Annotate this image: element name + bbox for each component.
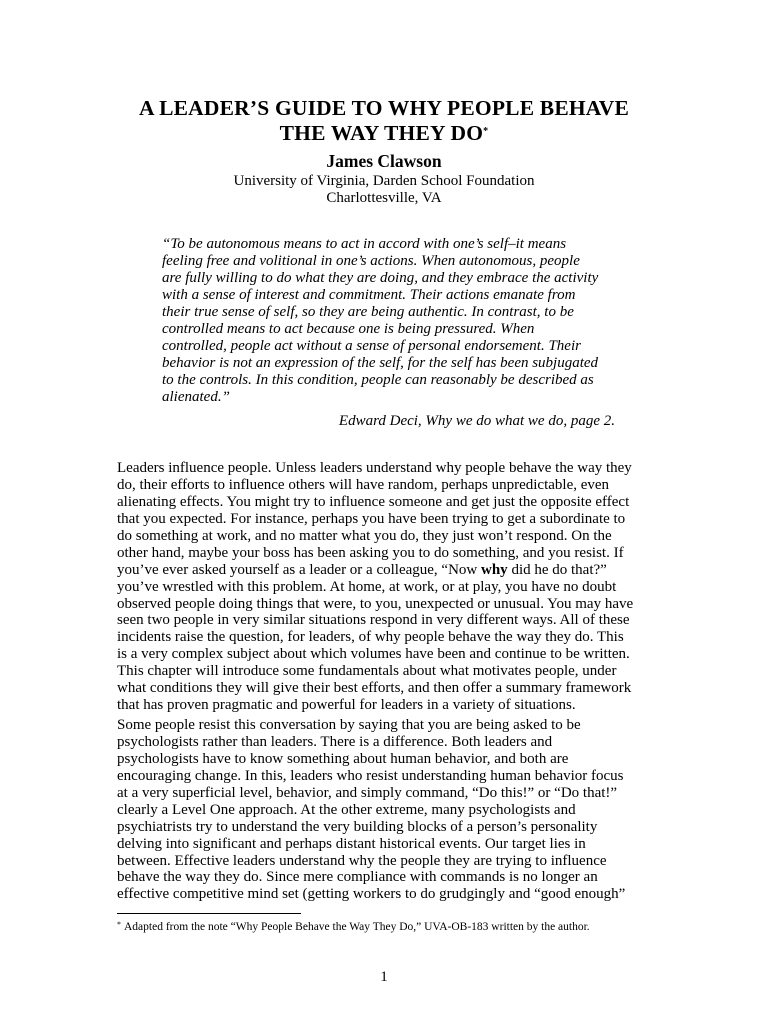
- epigraph-line: behavior is not an expression of the self, for the self has been subjugated: [162, 354, 599, 371]
- paragraph-line: seen two people in very similar situations respond in very different ways. All of these: [117, 612, 630, 629]
- epigraph-line: are fully willing to do what they are doing, and they embrace the activity: [162, 269, 599, 286]
- footnote: [117, 920, 590, 934]
- line-text-after: did he do that?”: [507, 561, 607, 578]
- paragraph-line: delving into significant and perhaps distant historical events. Our target lies in: [117, 835, 586, 852]
- paragraph-line: that you expected. For instance, perhaps you have been trying to get a subordinate to: [117, 510, 626, 527]
- page-title: [80, 96, 688, 146]
- paragraph-line: is a very complex subject about which volumes have been and continue to be written.: [117, 646, 630, 663]
- paragraph-line: psychiatrists try to understand the very building blocks of a person’s personality: [117, 818, 598, 835]
- body-paragraph-2: [117, 717, 657, 903]
- paragraph-line: psychologists have to know something about human behavior, and both are: [117, 750, 569, 767]
- paragraph-line: what conditions they will give their best efforts, and then offer a summary framework: [117, 680, 632, 697]
- paragraph-line: effective competitive mind set (getting workers to do grudgingly and “good enough”: [117, 886, 626, 903]
- footnote-separator: [117, 913, 301, 914]
- paragraph-line: other hand, maybe your boss has been asking you to do something, and you resist. If: [117, 544, 624, 561]
- paragraph-line: clearly a Level One approach. At the other extreme, many psychologists and: [117, 801, 576, 818]
- page-number: 1: [380, 969, 388, 985]
- epigraph-line: “To be autonomous means to act in accord with one’s self–it means: [162, 236, 567, 252]
- author-location: Charlottesville, VA: [326, 190, 442, 206]
- epigraph-line: alienated.”: [162, 388, 230, 405]
- epigraph-line: with a sense of interest and commitment. Their actions emanate from: [162, 286, 576, 303]
- paragraph-line: that has proven pragmatic and powerful for leaders in a variety of situations.: [117, 697, 576, 714]
- paragraph-line: Leaders influence people. Unless leaders understand why people behave the way they: [117, 460, 632, 476]
- title-line-1: A LEADER’S GUIDE TO WHY PEOPLE BEHAVE: [138, 96, 630, 120]
- paragraph-line: observed people doing things that were, to you, unexpected or unusual. You may have: [117, 595, 634, 612]
- epigraph-line: to the controls. In this condition, people can reasonably be described as: [162, 371, 594, 388]
- footnote-marker: *: [117, 920, 121, 929]
- epigraph-line: controlled, people act without a sense of personal endorsement. Their: [162, 337, 581, 354]
- paragraph-line: This chapter will introduce some fundamentals about what motivates people, under: [117, 663, 617, 680]
- paragraph-line: psychologists rather than leaders. There is a difference. Both leaders and: [117, 733, 553, 750]
- epigraph-line: their true sense of self, so they are being authentic. In contrast, to be: [162, 303, 574, 320]
- body-paragraph-1: [117, 460, 657, 714]
- footnote-text: Adapted from the note “Why People Behave the Way They Do,” UVA-OB-183 written by the author.: [124, 921, 590, 933]
- paragraph-line: Some people resist this conversation by saying that you are being asked to be: [117, 717, 581, 733]
- paragraph-line: incidents raise the question, for leaders, of why people behave the way they do. This: [117, 629, 624, 646]
- paragraph-line: you’ve wrestled with this problem. At home, at work, or at play, you have no doubt: [117, 578, 617, 595]
- epigraph-line: feeling free and volitional in one’s actions. When autonomous, people: [162, 252, 580, 269]
- paragraph-line: alienating effects. You might try to influence someone and get just the opposite effect: [117, 493, 630, 510]
- title-footnote-marker[interactable]: *: [483, 126, 489, 137]
- epigraph-line: controlled means to act because one is being pressured. When: [162, 320, 535, 337]
- epigraph-attribution: Edward Deci, Why we do what we do, page 2.: [338, 413, 615, 429]
- paragraph-line-with-emphasis: [117, 562, 657, 579]
- emphasis-why: why: [481, 561, 508, 578]
- author-name: James Clawson: [326, 151, 442, 171]
- paragraph-line: do, their efforts to influence others will have random, perhaps unpredictable, even: [117, 476, 610, 493]
- title-line-2-text: THE WAY THEY DO: [279, 121, 484, 145]
- paragraph-line: do something at work, and no matter what you do, they just won’t respond. On the: [117, 527, 612, 544]
- paragraph-line: between. Effective leaders understand why the people they are trying to influence: [117, 852, 607, 869]
- paragraph-line: encouraging change. In this, leaders who resist understanding human behavior focus: [117, 767, 624, 784]
- title-line-2: [80, 121, 688, 146]
- epigraph: [162, 236, 632, 406]
- paragraph-line: behave the way they do. Since mere compliance with commands is no longer an: [117, 869, 598, 886]
- line-text-before: you’ve ever asked yourself as a leader or a colleague, “Now: [117, 561, 481, 578]
- paragraph-line: at a very superficial level, behavior, and simply command, “Do this!” or “Do that!”: [117, 784, 618, 801]
- author-affiliation: University of Virginia, Darden School Foundation: [233, 173, 535, 189]
